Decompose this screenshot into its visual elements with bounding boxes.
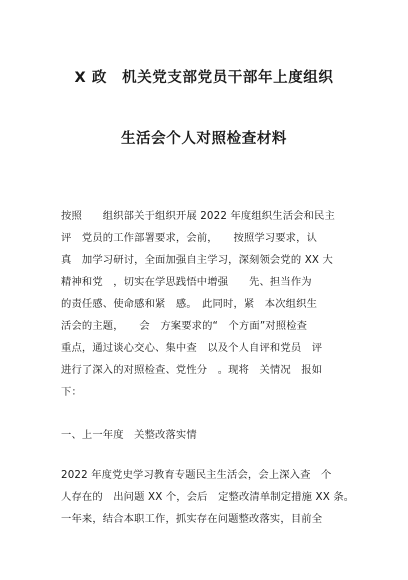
- paragraph-1-line: 重点，通过谈心交心、集中查 以及个人自评和党员 评: [61, 342, 323, 354]
- paragraph-1-line: 活会的主题， 会 方案要求的“ 个方面”对照检查: [61, 320, 308, 332]
- paragraph-1-line: 进行了深入的对照检查、党性分 。现将 关情况 报如: [61, 364, 323, 376]
- paragraph-1-line: 下：: [61, 386, 82, 398]
- paragraph-1-line: 的责任感、使命感和紧 感。 此同时，紧 本次组织生: [61, 298, 318, 310]
- document-title-line-1: X 政 机关党支部党员干部年上度组织: [74, 70, 334, 86]
- document-title-line-2: 生活会个人对照检查材料: [120, 131, 288, 147]
- paragraph-1-line: 评 党员的工作部署要求，会前， 按照学习要求，认: [61, 232, 318, 244]
- paragraph-1-line: 按照 组织部关于组织开展 2022 年度组织生活会和民主: [61, 210, 335, 222]
- section-heading: 一、上一年度 关整改落实情: [61, 429, 197, 441]
- paragraph-2-line: 人存在的 出问题 XX 个，会后 定整改清单制定措施 XX 条。: [61, 491, 355, 503]
- paragraph-1-line: 精神和党 ，切实在学思践悟中增强 先、担当作为: [61, 276, 312, 288]
- paragraph-2-line: 一年来，结合本职工作，抓实存在问题整改落实，目前全: [61, 513, 323, 525]
- paragraph-1-line: 真 加学习研讨，全面加强自主学习，深刻领会党的 XX 大: [61, 254, 333, 266]
- paragraph-2-line: 2022 年度党史学习教育专题民主生活会，会上深入查 个: [61, 469, 332, 481]
